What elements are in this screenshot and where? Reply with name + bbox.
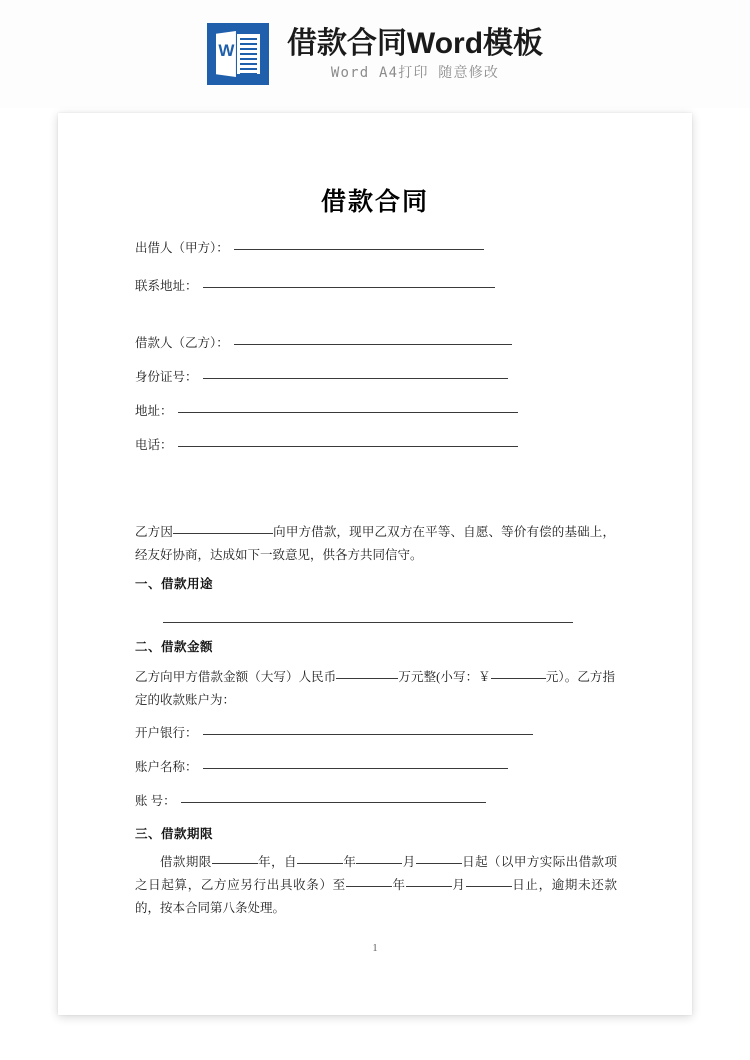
banner-text-block bbox=[287, 27, 543, 82]
document-page bbox=[58, 113, 692, 1015]
field-bank-name-label: 开户银行： bbox=[135, 726, 198, 740]
loan-amount-text-2: 万元整(小写：￥ bbox=[398, 670, 491, 684]
field-account-name-label: 账户名称： bbox=[135, 760, 198, 774]
banner-title: 借款合同Word模板 bbox=[286, 26, 544, 60]
contract-title: 借款合同 bbox=[320, 189, 429, 216]
preamble-after-blank: 向甲方借款，现甲乙双方在平等、自愿、等价有偿的基础上，经友好协商，达成如下一致意见，供各方共同信守。 bbox=[135, 525, 615, 562]
field-bank-name bbox=[135, 725, 533, 741]
loan-term-text-3: 年 bbox=[343, 855, 357, 869]
field-borrower-phone-input[interactable] bbox=[178, 446, 518, 447]
field-lender-address-input[interactable] bbox=[203, 287, 495, 288]
loan-amount-text-1: 乙方向甲方借款金额（大写）人民币 bbox=[135, 670, 337, 684]
loan-end-month-input[interactable] bbox=[406, 886, 452, 887]
field-lender-address bbox=[135, 278, 495, 294]
loan-term-text-7: 月 bbox=[451, 878, 466, 892]
loan-amount-text-3: 元）。乙方指定的收款账户为： bbox=[135, 670, 615, 707]
section-heading-loan-amount: 二、借款金额 bbox=[135, 640, 214, 654]
loan-term-text-8: 日止，逾期未还款的，按本合同第八条处理。 bbox=[135, 878, 617, 915]
field-borrower-name bbox=[135, 335, 512, 351]
loan-start-day-input[interactable] bbox=[416, 863, 462, 864]
field-borrower-id bbox=[135, 369, 508, 385]
field-account-name bbox=[135, 759, 508, 775]
loan-end-year-input[interactable] bbox=[346, 886, 392, 887]
field-account-number-input[interactable] bbox=[181, 802, 486, 803]
loan-purpose-input[interactable] bbox=[163, 622, 573, 623]
section-heading-loan-term: 三、借款期限 bbox=[135, 827, 214, 841]
loan-start-month-input[interactable] bbox=[356, 863, 402, 864]
preamble-paragraph bbox=[135, 521, 615, 567]
loan-term-text-6: 年 bbox=[391, 878, 406, 892]
preamble-reason-input[interactable] bbox=[173, 533, 273, 534]
banner-content bbox=[207, 23, 543, 85]
loan-start-year-input[interactable] bbox=[297, 863, 343, 864]
loan-term-paragraph bbox=[135, 851, 617, 920]
field-lender-name bbox=[135, 240, 484, 256]
section-heading-loan-purpose: 一、借款用途 bbox=[135, 577, 214, 591]
field-lender-address-label: 联系地址： bbox=[135, 279, 198, 293]
loan-amount-paragraph bbox=[135, 666, 615, 712]
document-page-content bbox=[58, 113, 692, 1015]
field-borrower-name-input[interactable] bbox=[234, 344, 512, 345]
header-banner bbox=[0, 0, 750, 108]
field-account-name-input[interactable] bbox=[203, 768, 508, 769]
loan-amount-upper-input[interactable] bbox=[336, 678, 398, 679]
field-borrower-id-input[interactable] bbox=[203, 378, 508, 379]
field-account-number-label: 账 号： bbox=[135, 794, 176, 808]
preamble-before-blank: 乙方因 bbox=[135, 525, 173, 539]
field-borrower-address-label: 地址： bbox=[135, 404, 173, 418]
field-account-number bbox=[135, 793, 486, 809]
loan-end-day-input[interactable] bbox=[466, 886, 512, 887]
word-icon-page-lines bbox=[237, 34, 260, 74]
field-borrower-address bbox=[135, 403, 518, 419]
banner-subtitle: Word A4打印 随意修改 bbox=[330, 64, 500, 81]
field-borrower-id-label: 身份证号： bbox=[135, 370, 198, 384]
loan-term-years-input[interactable] bbox=[212, 863, 258, 864]
field-lender-name-label: 出借人（甲方）： bbox=[135, 241, 229, 255]
field-borrower-phone bbox=[135, 437, 518, 453]
loan-term-text-2: 年，自 bbox=[257, 855, 297, 869]
field-bank-name-input[interactable] bbox=[203, 734, 533, 735]
page-number: 1 bbox=[372, 943, 378, 954]
field-lender-name-input[interactable] bbox=[234, 249, 484, 250]
loan-term-text-5: 日起（以甲方实际出借款项之日起算，乙方应另行出具收条）至 bbox=[135, 855, 617, 892]
field-borrower-address-input[interactable] bbox=[178, 412, 518, 413]
field-borrower-name-label: 借款人（乙方）： bbox=[135, 336, 229, 350]
loan-term-text-1: 借款期限 bbox=[160, 855, 212, 869]
loan-term-text-4: 月 bbox=[402, 855, 416, 869]
word-icon-letter: W bbox=[218, 41, 235, 60]
word-app-icon bbox=[207, 23, 269, 85]
loan-amount-lower-input[interactable] bbox=[491, 678, 546, 679]
field-borrower-phone-label: 电话： bbox=[135, 438, 173, 452]
